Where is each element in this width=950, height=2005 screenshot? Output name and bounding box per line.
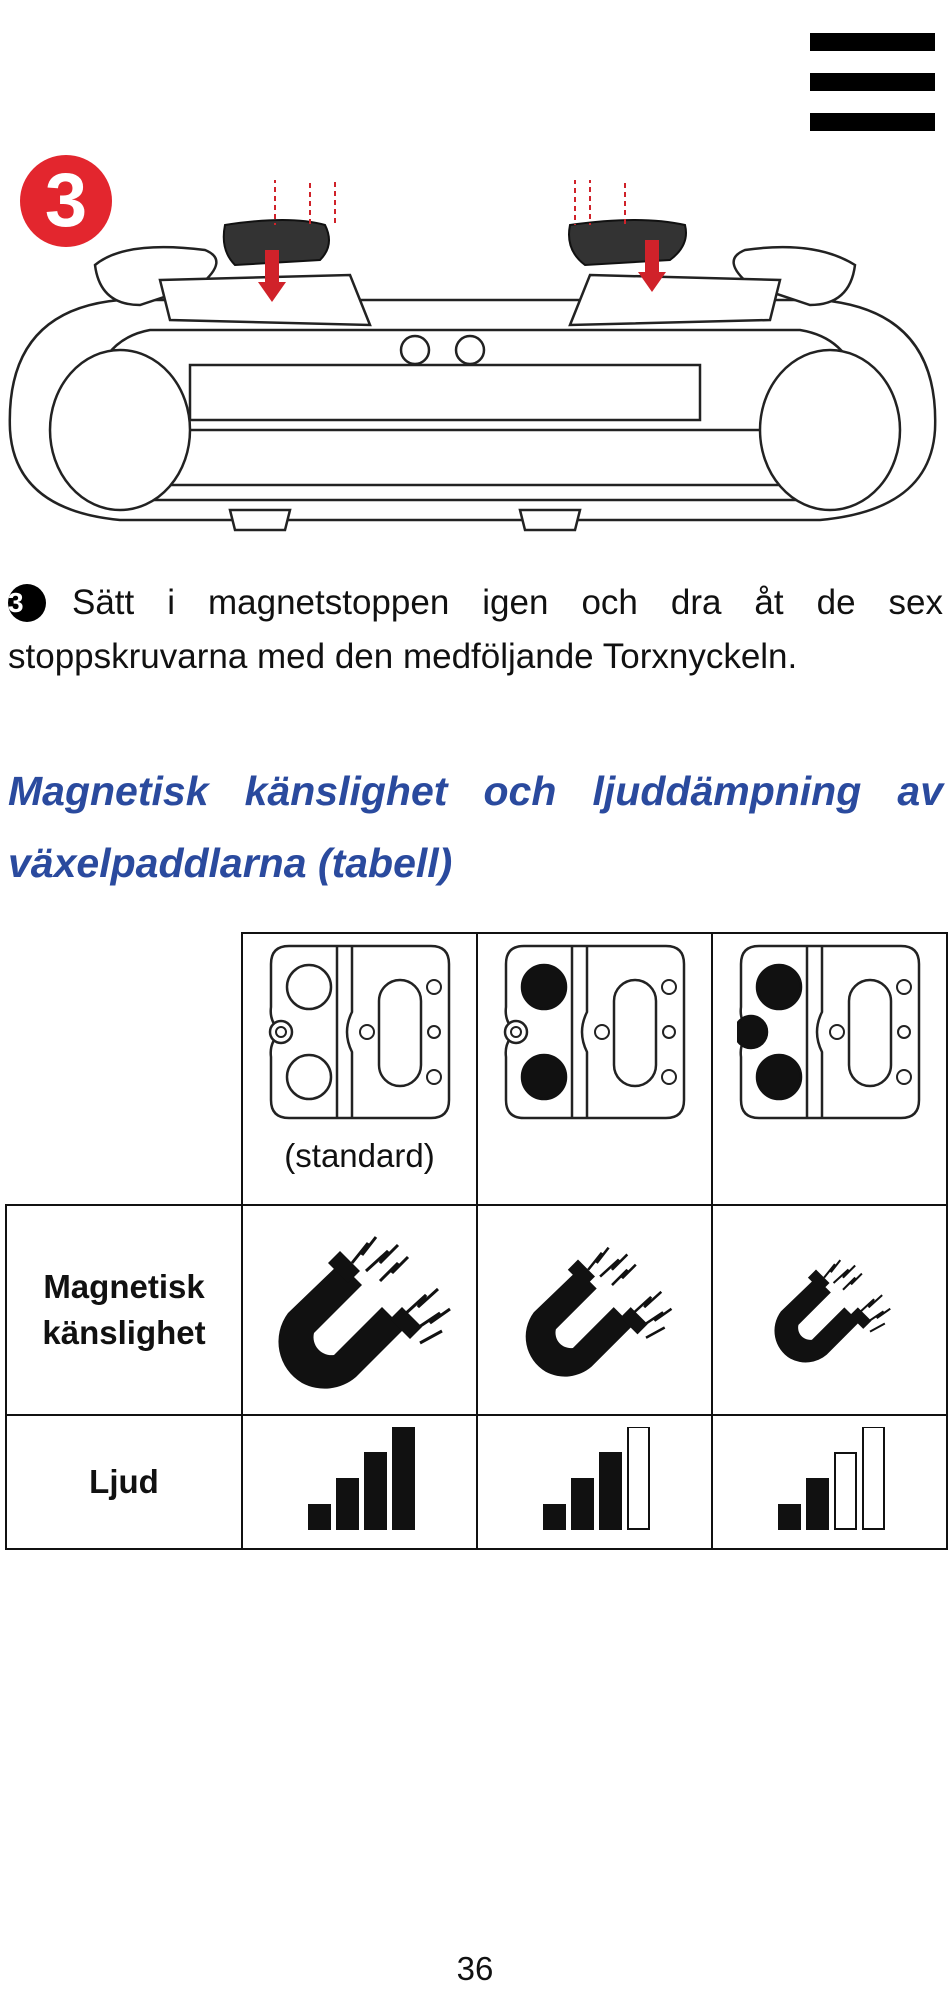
section-heading: Magnetisk känslighet och ljuddämpning av växelpaddlarna (tabell) <box>8 768 943 886</box>
signal-bars-icon <box>540 1427 650 1532</box>
sound-bar-filled <box>600 1453 621 1529</box>
sound-bar-empty <box>628 1427 649 1529</box>
sound-bar-filled <box>309 1505 330 1529</box>
instruction-text <box>8 576 943 684</box>
row-label-line: Ljud <box>89 1463 159 1500</box>
magnet-cell <box>242 1205 477 1415</box>
sound-bar-empty <box>835 1453 856 1529</box>
step-number-marker: 3 <box>8 584 46 622</box>
magnet-config-icon <box>737 942 923 1122</box>
menu-icon[interactable] <box>810 33 935 133</box>
sound-bar-filled <box>544 1505 565 1529</box>
table-corner <box>6 933 242 1205</box>
sound-cell <box>477 1415 712 1549</box>
sound-bar-filled <box>807 1479 828 1529</box>
instruction-body: Sätt i magnetstoppen igen och dra åt de sex stoppskruvarna med den medföljande Torxnyckeln. <box>8 583 943 676</box>
page-number: 36 <box>456 1950 494 1987</box>
sound-cell <box>712 1415 947 1549</box>
sound-bar-filled <box>572 1479 593 1529</box>
magnet-icon <box>762 1243 897 1373</box>
sound-bar-filled <box>337 1479 358 1529</box>
sound-bar-filled <box>779 1505 800 1529</box>
sound-cell <box>242 1415 477 1549</box>
sound-bar-filled <box>393 1427 414 1529</box>
config-three <box>712 933 947 1205</box>
magnet-cell <box>712 1205 947 1415</box>
magnet-cell <box>477 1205 712 1415</box>
steering-wheel-illustration <box>0 180 950 560</box>
row-label-sound <box>6 1415 242 1549</box>
magnet-config-icon <box>267 942 453 1122</box>
magnet-icon <box>260 1218 460 1398</box>
signal-bars-icon <box>775 1427 885 1532</box>
config-two <box>477 933 712 1205</box>
magnet-icon <box>510 1228 680 1388</box>
row-label-magnetic <box>6 1205 242 1415</box>
row-label-line: känslighet <box>42 1314 206 1351</box>
step-badge: 3 <box>20 155 112 247</box>
sound-bar-filled <box>365 1453 386 1529</box>
signal-bars-icon <box>305 1427 415 1532</box>
sound-bar-empty <box>863 1427 884 1529</box>
row-label-line: Magnetisk <box>43 1268 205 1305</box>
sensitivity-table <box>5 932 948 1550</box>
config-caption: (standard) <box>284 1137 435 1174</box>
config-standard <box>242 933 477 1205</box>
magnet-config-icon <box>502 942 688 1122</box>
